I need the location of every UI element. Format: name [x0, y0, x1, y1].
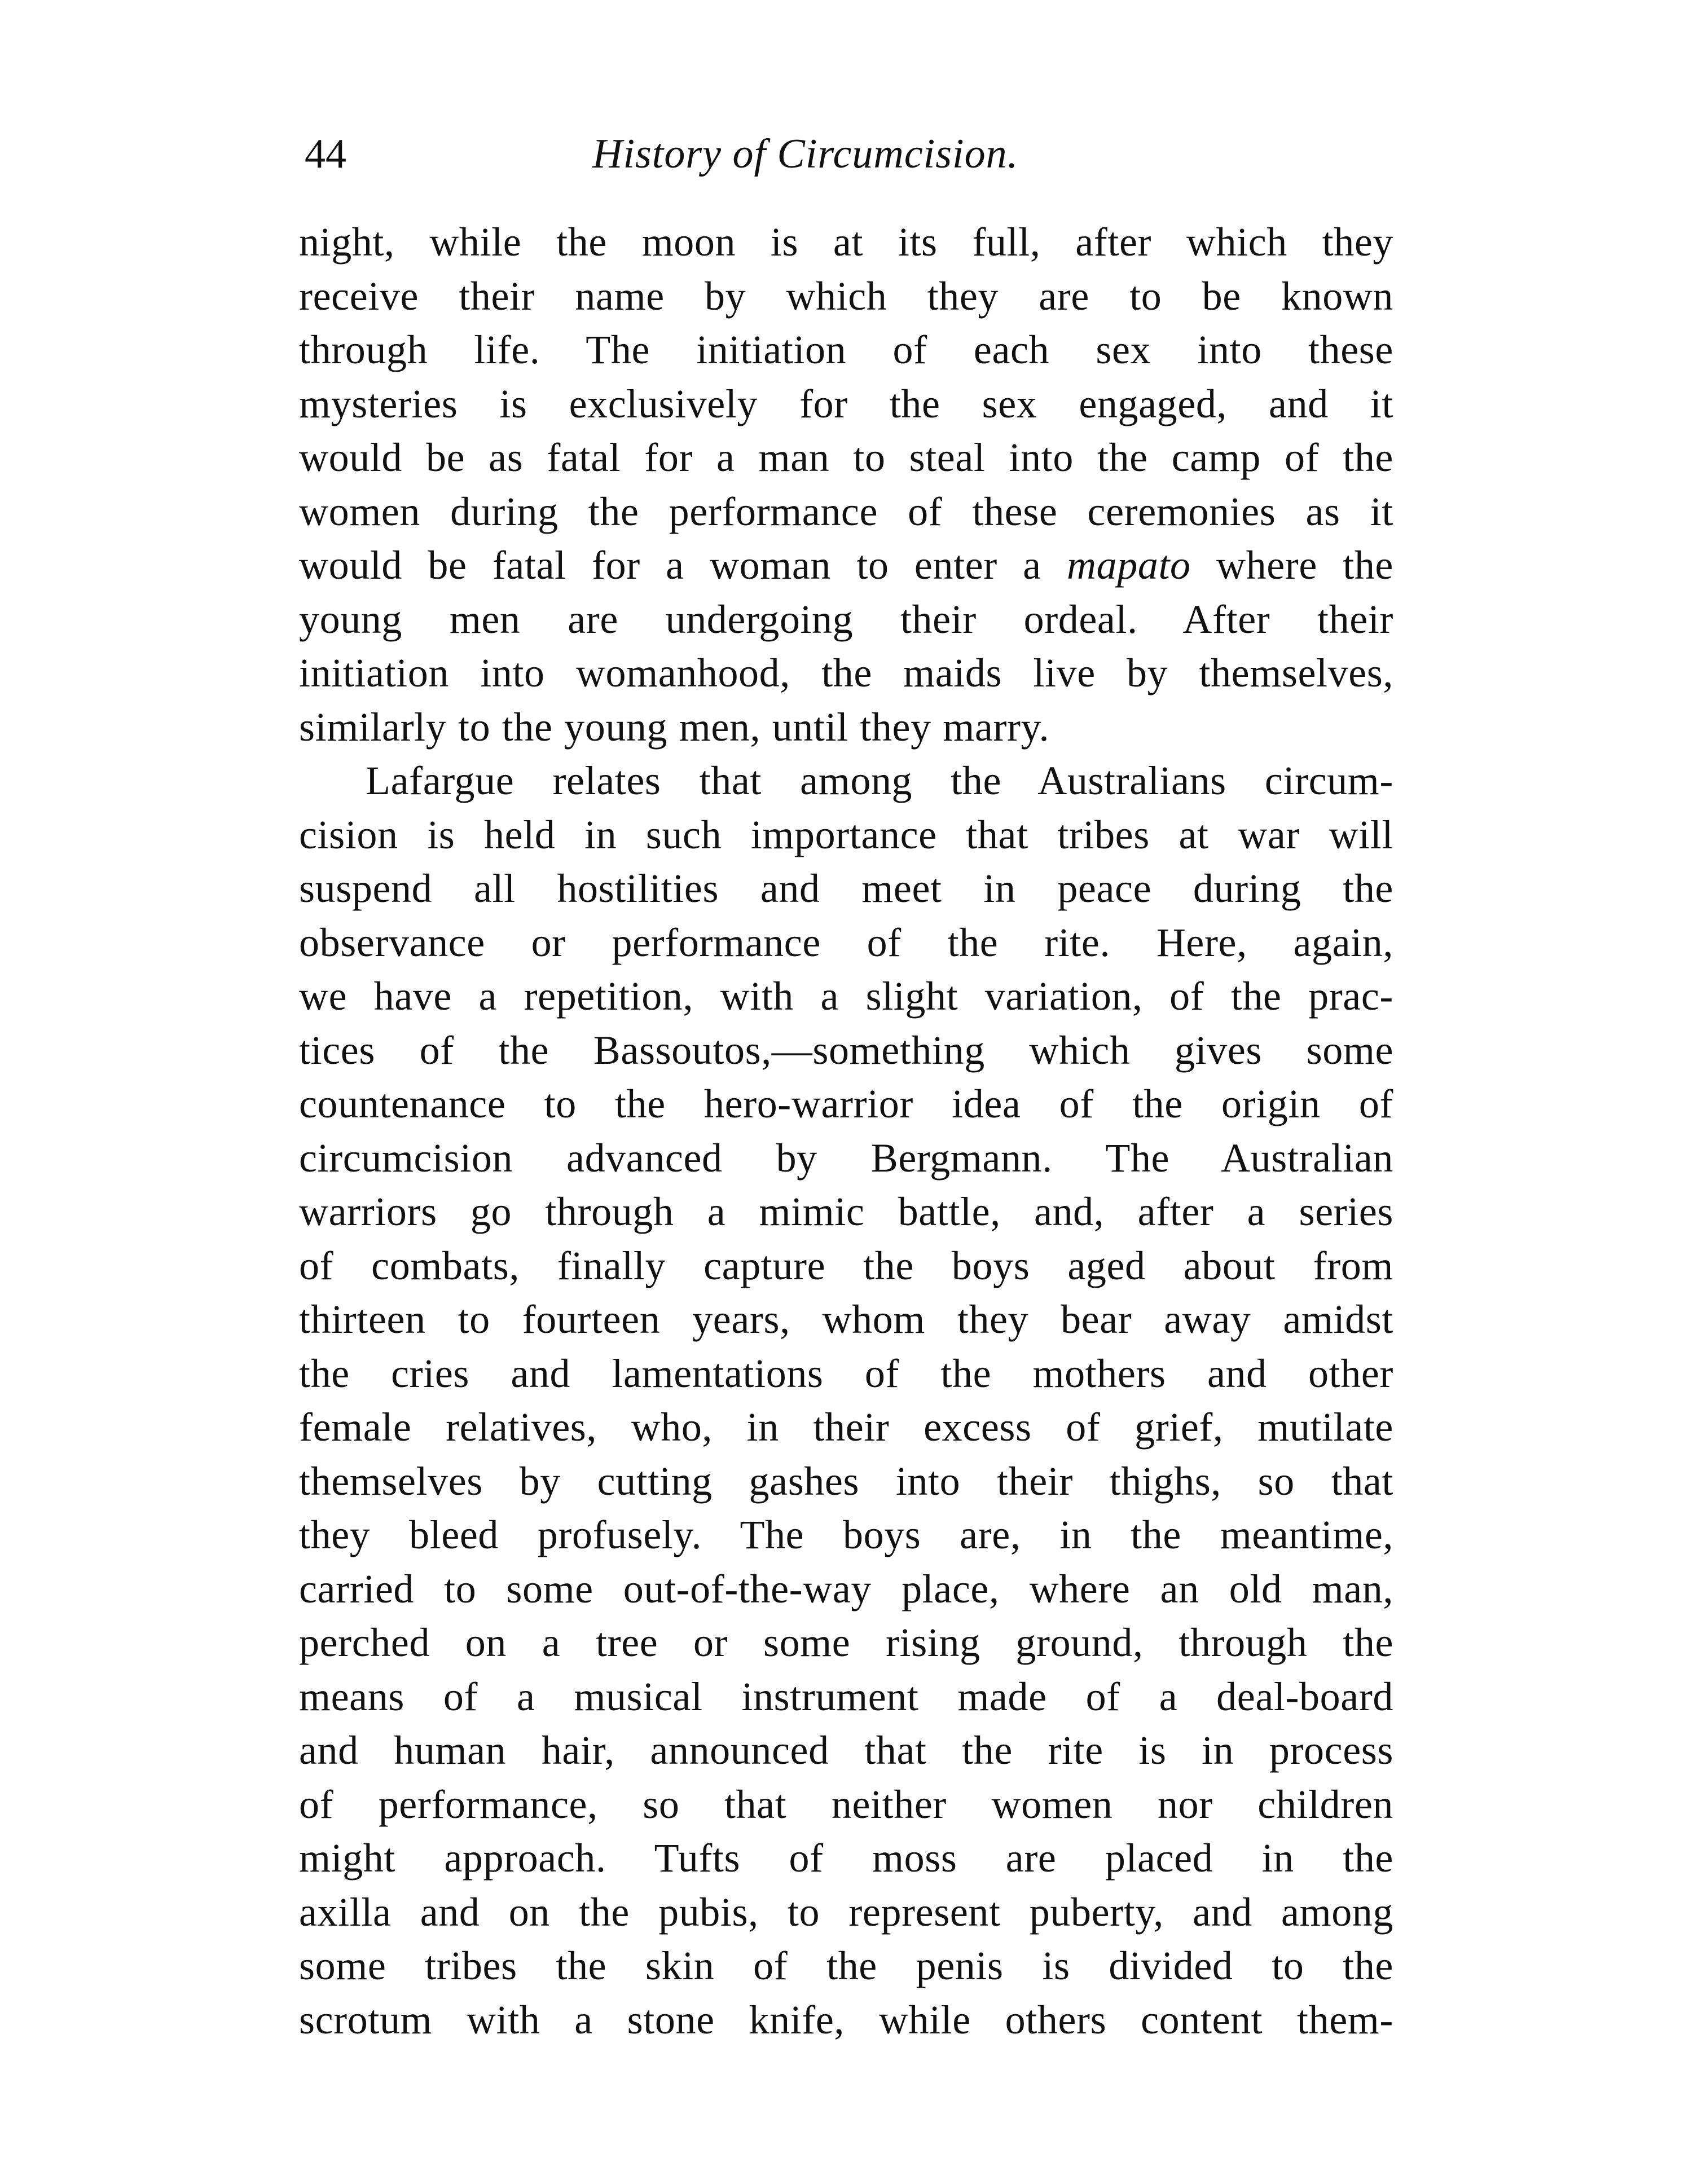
page-header	[299, 123, 1416, 185]
paragraph-2	[299, 754, 1393, 2047]
text-line: of performance, so that neither women nor children	[299, 1781, 1393, 1827]
text-line: tices of the Bassoutos,—something which gives some	[299, 1027, 1393, 1073]
text-line: warriors go through a mimic battle, and, after a series	[299, 1189, 1393, 1234]
text-line: and human hair, announced that the rite is in process	[299, 1728, 1393, 1773]
paragraph-1	[299, 215, 1393, 754]
running-title: History of Circumcision.	[592, 131, 1019, 177]
text-line: axilla and on the pubis, to represent puberty, and among	[299, 1889, 1393, 1935]
text-line: perched on a tree or some rising ground, through the	[299, 1620, 1393, 1665]
text-line: night, while the moon is at its full, after which they	[299, 219, 1393, 265]
text-line: receive their name by which they are to be known	[299, 273, 1393, 319]
text-line: they bleed profusely. The boys are, in the meantime,	[299, 1512, 1393, 1557]
text-line: similarly to the young men, until they marry.	[299, 704, 1050, 750]
text-line: cision is held in such importance that tribes at war will	[299, 812, 1393, 857]
text-line: Lafargue relates that among the Australians circum-	[366, 758, 1393, 803]
text-line: would be fatal for a woman to enter a mapato where the	[299, 543, 1393, 588]
text-line: suspend all hostilities and meet in peace during the	[299, 866, 1393, 911]
body-text	[299, 215, 1393, 2047]
text-line: female relatives, who, in their excess of grief, mutilate	[299, 1404, 1393, 1450]
text-line: women during the performance of these ceremonies as it	[299, 488, 1393, 534]
text-line: circumcision advanced by Bergmann. The Australian	[299, 1135, 1393, 1181]
text-line: mysteries is exclusively for the sex engaged, and it	[299, 381, 1393, 426]
text-line: countenance to the hero-warrior idea of the origin of	[299, 1081, 1393, 1126]
italic-term: mapato	[1067, 543, 1191, 588]
text-line: young men are undergoing their ordeal. After their	[299, 596, 1393, 642]
text-line: some tribes the skin of the penis is divided to the	[299, 1943, 1393, 1988]
text-line: might approach. Tufts of moss are placed in the	[299, 1835, 1393, 1881]
text-line: of combats, finally capture the boys aged about from	[299, 1243, 1393, 1288]
text-line: scrotum with a stone knife, while others content them-	[299, 1997, 1393, 2042]
text-line: initiation into womanhood, the maids live by themselves,	[299, 650, 1393, 695]
text-line: we have a repetition, with a slight variation, of the prac-	[299, 974, 1393, 1019]
text-line: observance or performance of the rite. Here, again,	[299, 919, 1393, 965]
text-line: would be as fatal for a man to steal into the camp of the	[299, 435, 1393, 480]
text-line: means of a musical instrument made of a deal-board	[299, 1674, 1393, 1719]
text-line: the cries and lamentations of the mothers and other	[299, 1350, 1393, 1396]
text-line: thirteen to fourteen years, whom they bear away amidst	[299, 1297, 1393, 1342]
text-line: carried to some out-of-the-way place, where an old man,	[299, 1566, 1393, 1611]
text-line: themselves by cutting gashes into their thighs, so that	[299, 1458, 1393, 1504]
page-number: 44	[305, 131, 346, 177]
text-line: through life. The initiation of each sex into these	[299, 327, 1393, 372]
